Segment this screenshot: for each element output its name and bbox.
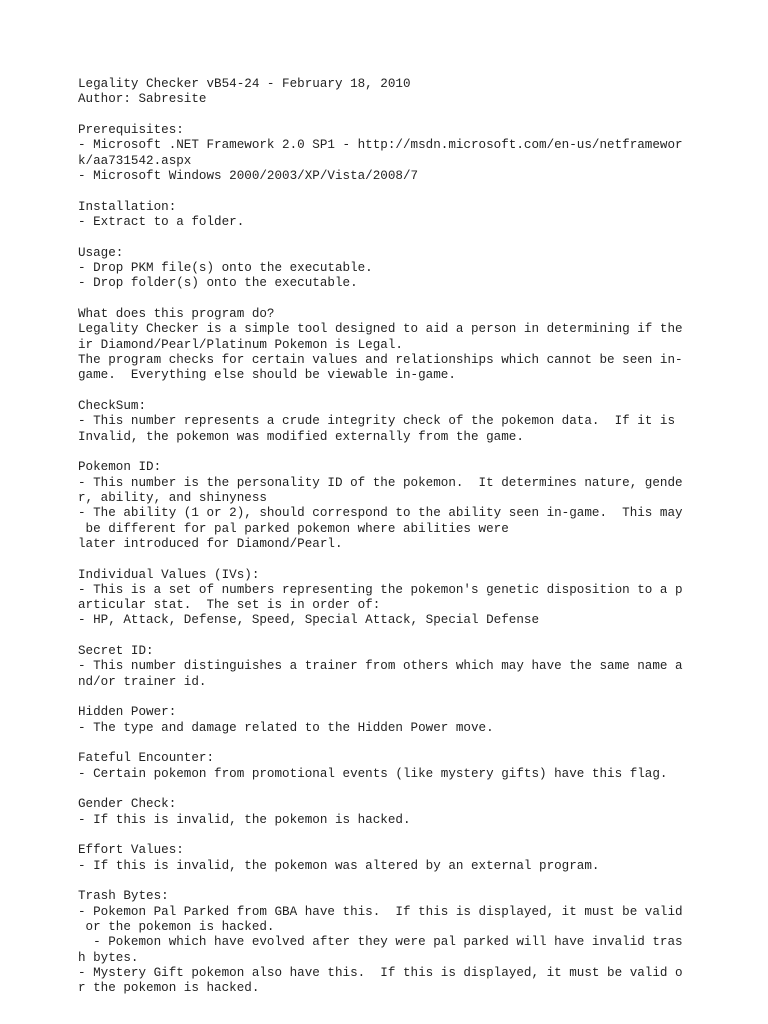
text-line	[78, 736, 718, 751]
text-line: - Mystery Gift pokemon also have this. If this is displayed, it must be valid o	[78, 966, 683, 981]
text-line: Author: Sabresite	[78, 92, 207, 107]
text-line	[78, 690, 718, 705]
text-line: - This is a set of numbers representing the pokemon's genetic disposition to a p	[78, 582, 683, 597]
text-line: Legality Checker vB54-24 - February 18, 2010	[78, 77, 411, 91]
text-line	[78, 874, 718, 889]
text-line: Individual Values (IVs):	[78, 567, 260, 582]
text-line: Invalid, the pokemon was modified externally from the game.	[78, 429, 524, 444]
text-line	[78, 445, 718, 460]
text-line: Secret ID:	[78, 644, 154, 659]
text-line: game. Everything else should be viewable in-game.	[78, 368, 456, 383]
text-line: - This number represents a crude integrity check of the pokemon data. If it is	[78, 414, 676, 429]
text-line: Hidden Power:	[78, 705, 177, 720]
text-line: - Pokemon Pal Parked from GBA have this. If this is displayed, it must be valid	[78, 904, 683, 919]
text-line	[78, 828, 718, 843]
text-line: Effort Values:	[78, 843, 184, 858]
text-line: h bytes.	[78, 950, 139, 965]
text-line: - This number distinguishes a trainer from others which may have the same name a	[78, 659, 683, 674]
text-line: r, ability, and shinyness	[78, 490, 267, 505]
text-line	[78, 230, 718, 245]
text-line: ir Diamond/Pearl/Platinum Pokemon is Legal.	[78, 337, 403, 352]
text-line	[78, 629, 718, 644]
text-line	[78, 184, 718, 199]
text-line: - Pokemon which have evolved after they were pal parked will have invalid tras	[78, 935, 683, 950]
text-line: - Microsoft Windows 2000/2003/XP/Vista/2008/7	[78, 168, 419, 183]
text-line	[78, 384, 718, 399]
text-line: - HP, Attack, Defense, Speed, Special Attack, Special Defense	[78, 613, 540, 628]
text-line: nd/or trainer id.	[78, 674, 207, 689]
text-line: Usage:	[78, 245, 124, 260]
text-line: Legality Checker is a simple tool designed to aid a person in determining if the	[78, 322, 683, 337]
text-line: - Certain pokemon from promotional events (like mystery gifts) have this flag.	[78, 766, 668, 781]
text-line: The program checks for certain values and relationships which cannot be seen in-	[78, 352, 683, 367]
text-line: - This number is the personality ID of the pokemon. It determines nature, gende	[78, 475, 683, 490]
text-line: - Drop PKM file(s) onto the executable.	[78, 260, 373, 275]
text-line: r the pokemon is hacked.	[78, 981, 260, 996]
text-line	[78, 292, 718, 307]
text-line	[78, 552, 718, 567]
text-line: Gender Check:	[78, 797, 177, 812]
text-line	[78, 108, 718, 123]
text-line: Fateful Encounter:	[78, 751, 215, 766]
text-line: - Microsoft .NET Framework 2.0 SP1 - http://msdn.microsoft.com/en-us/netframewor	[78, 138, 683, 153]
text-line: - If this is invalid, the pokemon is hacked.	[78, 812, 411, 827]
text-line: - Extract to a folder.	[78, 214, 245, 229]
text-line: Prerequisites:	[78, 122, 184, 137]
text-line: Pokemon ID:	[78, 460, 162, 475]
text-line: be different for pal parked pokemon where abilities were	[78, 521, 509, 536]
text-line: - If this is invalid, the pokemon was altered by an external program.	[78, 858, 600, 873]
text-line: CheckSum:	[78, 398, 147, 413]
text-line: k/aa731542.aspx	[78, 153, 192, 168]
text-line	[78, 782, 718, 797]
text-line: - The ability (1 or 2), should correspond to the ability seen in-game. This may	[78, 506, 683, 521]
text-line: What does this program do?	[78, 306, 275, 321]
document-text	[78, 77, 718, 997]
text-line: - The type and damage related to the Hidden Power move.	[78, 720, 494, 735]
text-line: Installation:	[78, 199, 177, 214]
text-line: Trash Bytes:	[78, 889, 169, 904]
text-line: - Drop folder(s) onto the executable.	[78, 276, 358, 291]
text-line: later introduced for Diamond/Pearl.	[78, 536, 343, 551]
text-line: articular stat. The set is in order of:	[78, 598, 381, 613]
text-line: or the pokemon is hacked.	[78, 920, 275, 935]
